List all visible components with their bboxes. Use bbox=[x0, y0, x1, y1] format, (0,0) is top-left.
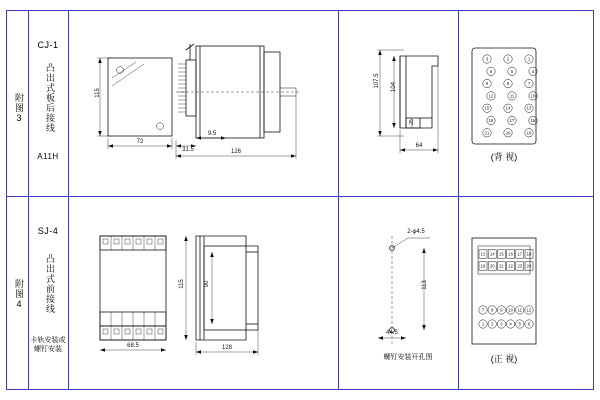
svg-text:18: 18 bbox=[488, 118, 494, 123]
row1-dim-64: 64 bbox=[415, 143, 423, 149]
svg-text:1: 1 bbox=[481, 321, 485, 327]
row1-desc: 凸出式板后接线 bbox=[45, 63, 55, 133]
svg-text:11: 11 bbox=[509, 93, 515, 99]
row2-dim-90: 90 bbox=[204, 280, 210, 288]
row1-view-caption: (背 视) bbox=[490, 152, 518, 162]
svg-text:14: 14 bbox=[489, 251, 495, 257]
row2-hole-caption: 螺钉安装开孔图 bbox=[383, 354, 433, 361]
svg-text:24: 24 bbox=[526, 263, 532, 269]
row2-view-caption: (正 视) bbox=[490, 354, 518, 364]
svg-text:13: 13 bbox=[526, 105, 532, 111]
row1-dim-31-5: 31.5 bbox=[182, 147, 194, 153]
svg-text:2: 2 bbox=[491, 321, 494, 327]
svg-text:4: 4 bbox=[509, 321, 512, 327]
svg-text:21: 21 bbox=[484, 130, 490, 136]
svg-text:20: 20 bbox=[505, 130, 511, 136]
row2-model: SJ-4 bbox=[37, 226, 59, 236]
svg-text:7: 7 bbox=[527, 81, 531, 87]
svg-text:23: 23 bbox=[517, 263, 523, 269]
row1-dim-25: 25 bbox=[409, 119, 415, 125]
svg-text:12: 12 bbox=[488, 93, 494, 99]
svg-text:17: 17 bbox=[509, 118, 515, 123]
row1-code: A11H bbox=[37, 152, 59, 161]
row1-dim-126: 126 bbox=[230, 149, 241, 155]
row2-dim-68-5: 68.5 bbox=[127, 343, 139, 349]
svg-text:7: 7 bbox=[481, 307, 485, 313]
svg-text:6: 6 bbox=[527, 321, 531, 327]
svg-text:20: 20 bbox=[489, 263, 495, 269]
svg-text:19: 19 bbox=[480, 263, 486, 269]
row2-desc: 凸出式前接线 bbox=[45, 254, 55, 314]
row2-dim-128: 128 bbox=[221, 345, 232, 351]
svg-text:9: 9 bbox=[485, 81, 489, 87]
svg-text:2: 2 bbox=[506, 56, 510, 62]
svg-text:15: 15 bbox=[484, 105, 490, 111]
svg-text:6: 6 bbox=[489, 68, 493, 74]
svg-text:9: 9 bbox=[500, 307, 503, 313]
svg-text:15: 15 bbox=[499, 251, 504, 257]
svg-text:8: 8 bbox=[506, 81, 510, 87]
svg-text:22: 22 bbox=[508, 263, 513, 269]
row1-dim-9-5: 9.5 bbox=[207, 131, 217, 137]
svg-text:17: 17 bbox=[517, 251, 523, 257]
svg-text:10: 10 bbox=[530, 93, 536, 99]
row2-code: 卡轨安装或螺钉安装 bbox=[30, 337, 66, 353]
svg-text:5: 5 bbox=[518, 321, 521, 327]
row1-dim-107-5: 107.5 bbox=[374, 73, 380, 89]
svg-text:21: 21 bbox=[499, 263, 504, 269]
svg-text:3: 3 bbox=[500, 321, 503, 327]
svg-text:18: 18 bbox=[526, 251, 532, 257]
svg-text:12: 12 bbox=[526, 307, 532, 313]
row1-dim-72: 72 bbox=[136, 139, 144, 145]
row2-hole-note: 2-φ4.5 bbox=[407, 229, 425, 235]
svg-text:11: 11 bbox=[517, 307, 522, 313]
svg-text:16: 16 bbox=[508, 251, 513, 257]
row1-model: CJ-1 bbox=[37, 40, 59, 50]
row2-dim-44-5: 44.5 bbox=[386, 330, 398, 336]
row1-dim-115: 115 bbox=[95, 88, 101, 98]
svg-text:3: 3 bbox=[485, 56, 489, 62]
svg-text:10: 10 bbox=[508, 307, 513, 313]
svg-text:4: 4 bbox=[531, 68, 535, 74]
row1-side-label: 附图3 bbox=[14, 92, 24, 124]
row2-dim-115: 115 bbox=[179, 279, 185, 289]
svg-text:19: 19 bbox=[526, 130, 532, 136]
svg-text:13: 13 bbox=[480, 251, 486, 257]
svg-text:1: 1 bbox=[527, 56, 531, 62]
svg-text:5: 5 bbox=[510, 68, 514, 74]
svg-text:14: 14 bbox=[505, 105, 511, 111]
row2-dim-113: 113 bbox=[422, 280, 428, 290]
svg-text:8: 8 bbox=[491, 307, 494, 313]
svg-text:16: 16 bbox=[530, 118, 536, 123]
row1-dim-104: 104 bbox=[391, 82, 397, 93]
row2-side-label: 附图4 bbox=[14, 278, 24, 310]
